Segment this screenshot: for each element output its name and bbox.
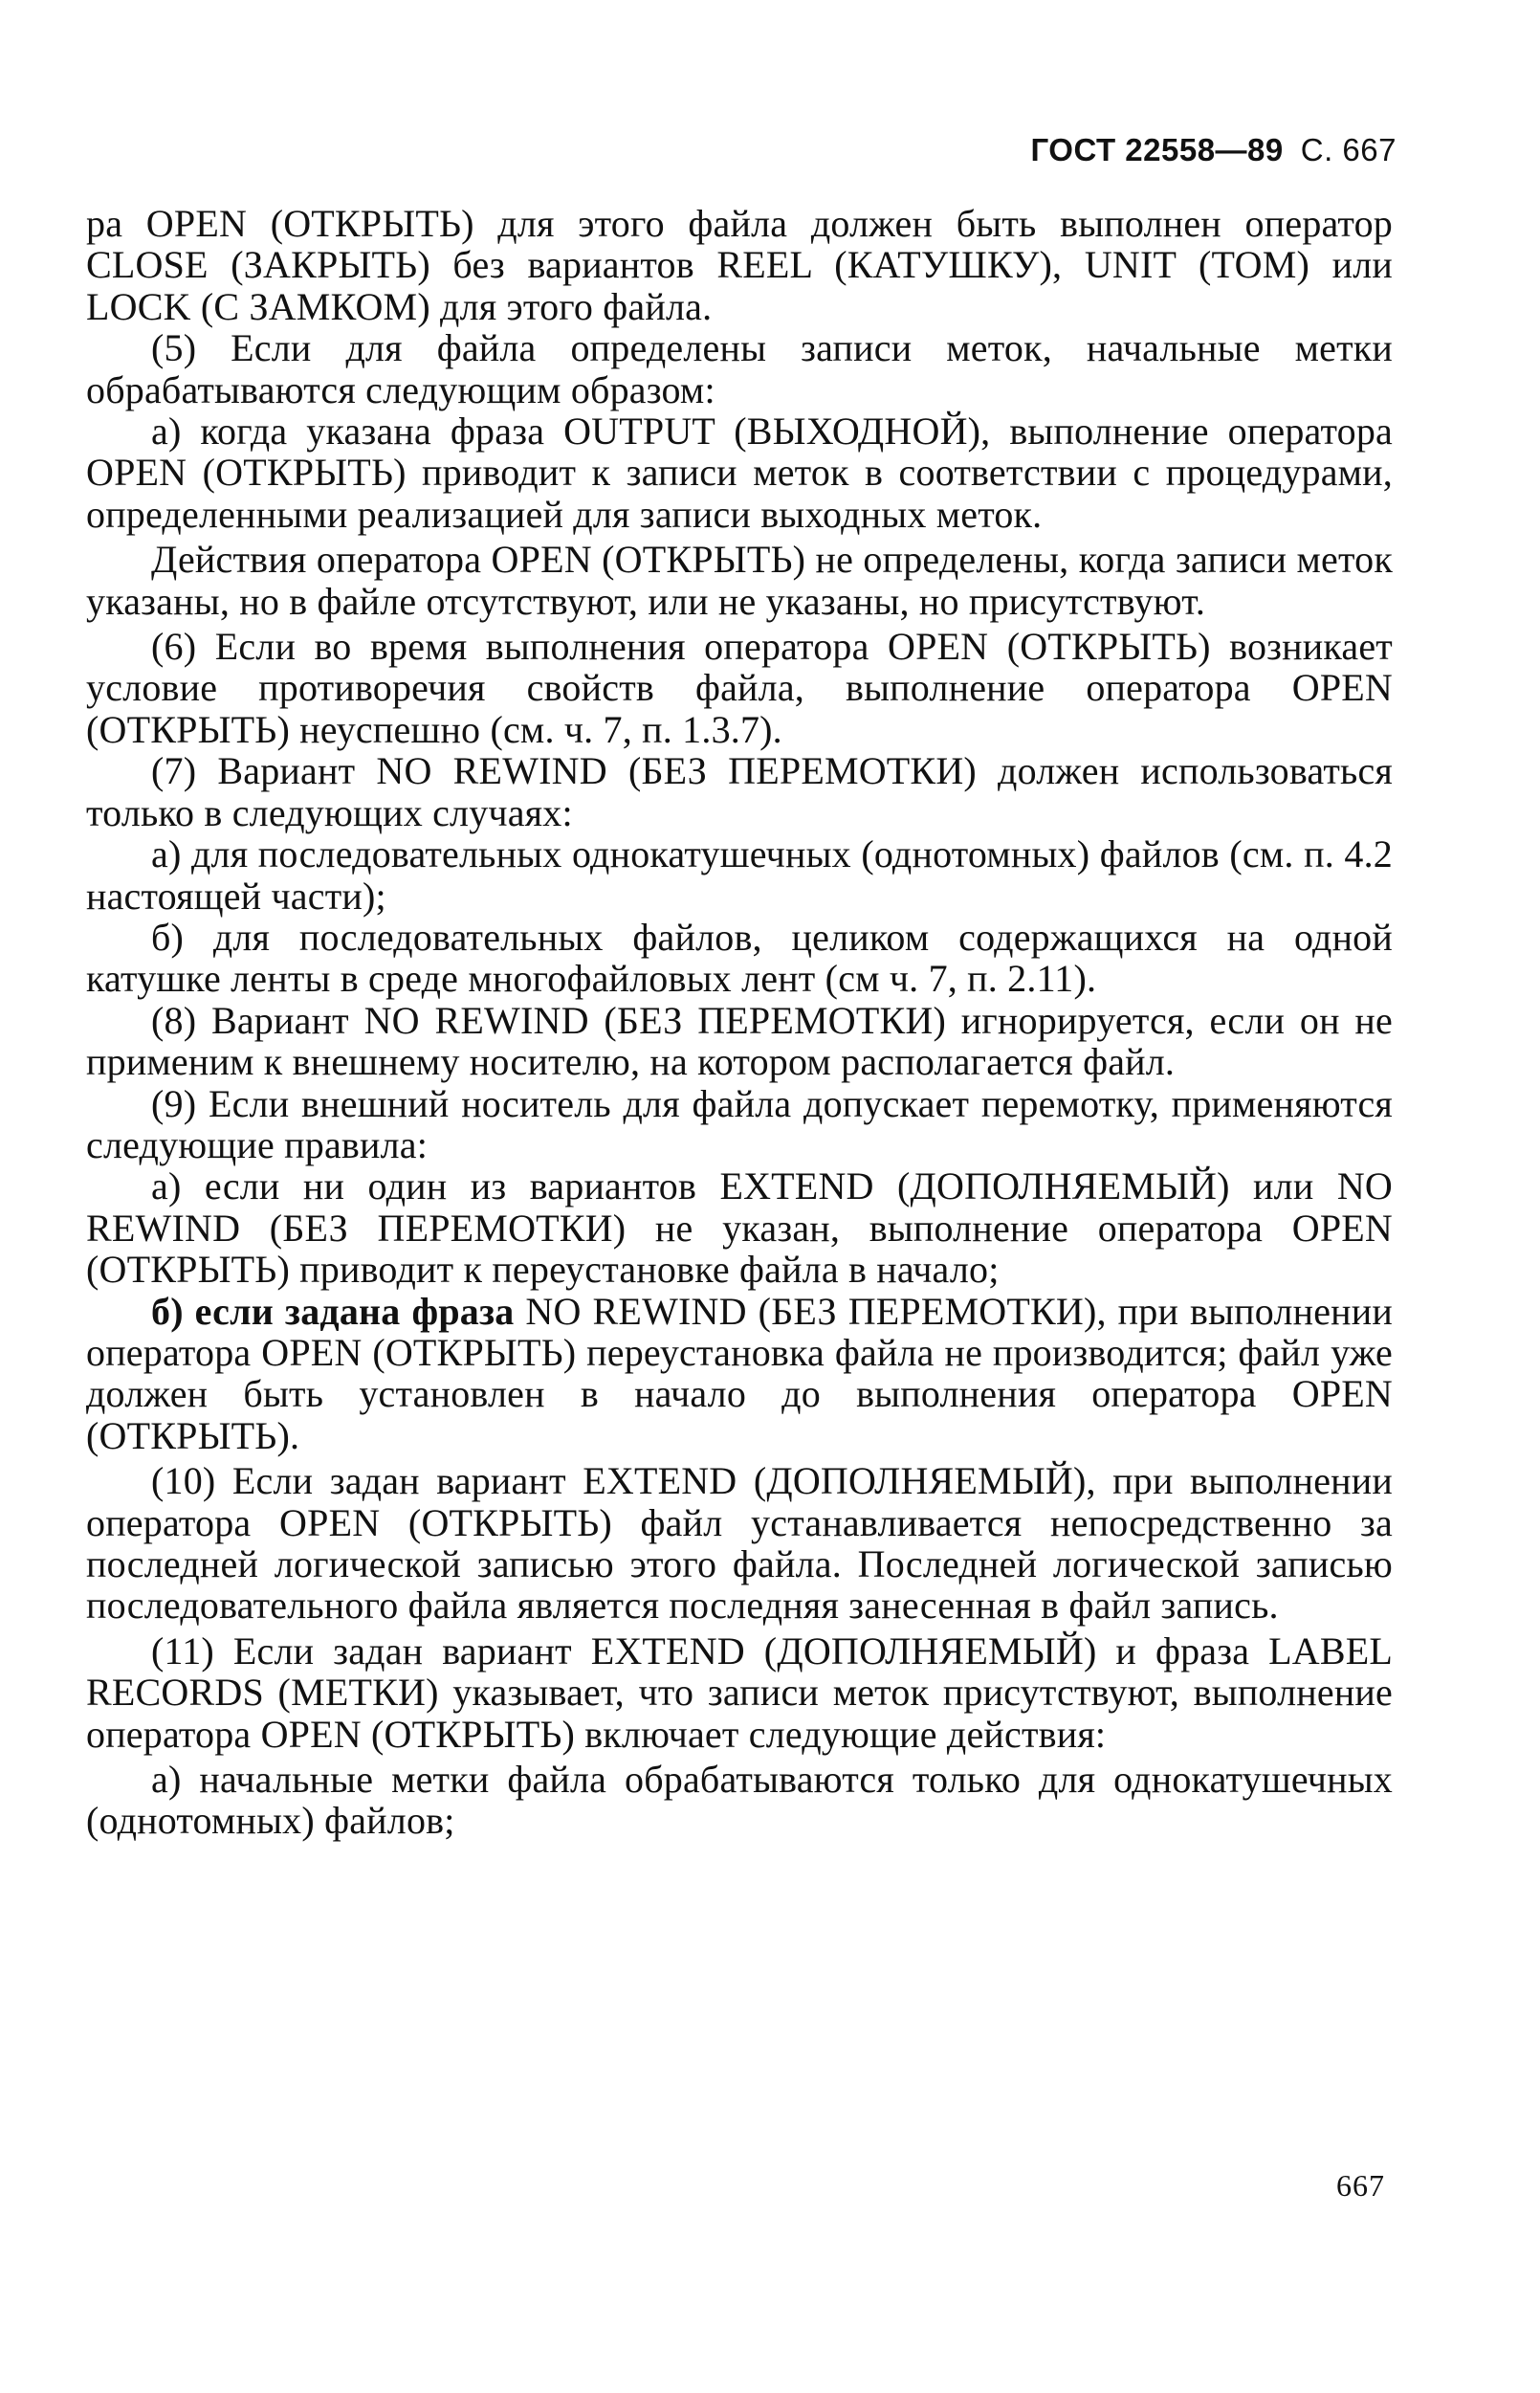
paragraph: Действия оператора OPEN (ОТКРЫТЬ) не определены, когда записи меток указаны, но в файле отсутствуют, или не указаны, но присутствуют. — [86, 538, 1393, 623]
page-folio: 667 — [1336, 2168, 1385, 2203]
paragraph: (5) Если для файла определены записи меток, начальные метки обрабатываются следующим образом: — [86, 326, 1393, 411]
paragraph-rest: NO REWIND (БЕЗ ПЕРЕМОТКИ), при выполнении оператора OPEN (ОТКРЫТЬ) переустановка файла не производится; файл уже должен быть установлен в начало до выполнения оператора OPEN (ОТКРЫТЬ). — [86, 1289, 1393, 1457]
body-text — [86, 203, 1393, 1842]
paragraph: а) когда указана фраза OUTPUT (ВЫХОДНОЙ), выполнение оператора OPEN (ОТКРЫТЬ) приводит к записи меток в соответствии с процедурами, определенными реализацией для записи выходных меток. — [86, 410, 1393, 536]
standard-number: ГОСТ 22558—89 — [1030, 132, 1284, 167]
paragraph: (9) Если внешний носитель для файла допускает перемотку, применяются следующие правила: — [86, 1081, 1393, 1166]
paragraph: а) если ни один из вариантов EXTEND (ДОПОЛНЯЕМЫЙ) или NO REWIND (БЕЗ ПЕРЕМОТКИ) не указан, выполнение оператора OPEN (ОТКРЫТЬ) приводит к переустановке файла в начало; — [86, 1164, 1393, 1292]
paragraph-lead: б) если задана фраза — [151, 1289, 515, 1333]
paragraph: а) начальные метки файла обрабатываются только для однокатушечных (однотомных) файлов; — [86, 1758, 1393, 1843]
paragraph: ра OPEN (ОТКРЫТЬ) для этого файла должен быть выполнен оператор CLOSE (ЗАКРЫТЬ) без вариантов REEL (КАТУШКУ), UNIT (ТОМ) или LOCK (С ЗАМКОМ) для этого файла. — [86, 202, 1393, 328]
paragraph: а) для последовательных однокатушечных (однотомных) файлов (см. п. 4.2 настоящей части); — [86, 832, 1393, 918]
paragraph — [86, 1291, 1393, 1457]
paragraph: (8) Вариант NO REWIND (БЕЗ ПЕРЕМОТКИ) игнорируется, если он не применим к внешнему носителю, на котором располагается файл. — [86, 998, 1393, 1084]
paragraph: (7) Вариант NO REWIND (БЕЗ ПЕРЕМОТКИ) должен использоваться только в следующих случаях: — [86, 749, 1393, 834]
paragraph: б) для последовательных файлов, целиком содержащихся на одной катушке ленты в среде многофайловых лент (см ч. 7, п. 2.11). — [86, 915, 1393, 1001]
running-header — [1031, 132, 1397, 168]
paragraph: (11) Если задан вариант EXTEND (ДОПОЛНЯЕМЫЙ) и фраза LABEL RECORDS (МЕТКИ) указывает, что записи меток присутствуют, выполнение оператора OPEN (ОТКРЫТЬ) включает следующие действия: — [86, 1629, 1393, 1756]
paragraph: (10) Если задан вариант EXTEND (ДОПОЛНЯЕМЫЙ), при выполнении оператора OPEN (ОТКРЫТЬ) файл устанавливается непосредственно за последней логической записью этого файла. Последней логической записью последовательного файла является последняя занесенная в файл запись. — [86, 1459, 1393, 1628]
paragraph: (6) Если во время выполнения оператора OPEN (ОТКРЫТЬ) возникает условие противоречия свойств файла, выполнение оператора OPEN (ОТКРЫТЬ) неуспешно (см. ч. 7, п. 1.3.7). — [86, 625, 1393, 751]
header-page-number: С. 667 — [1300, 132, 1397, 167]
